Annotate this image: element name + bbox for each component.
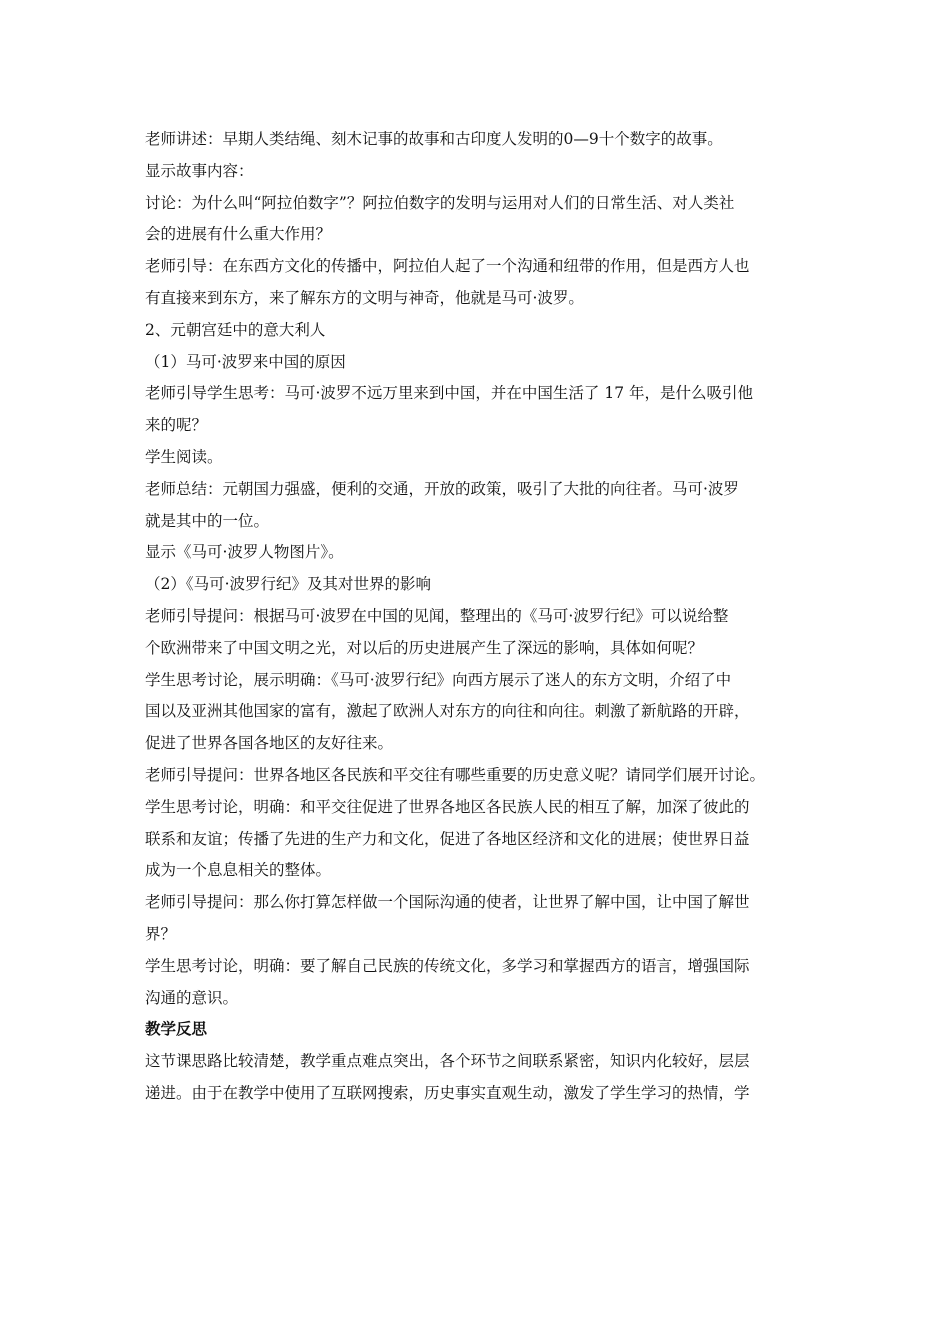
paragraph-line: 老师引导提问：那么你打算怎样做一个国际沟通的使者，让世界了解中国，让中国了解世 xyxy=(145,893,750,912)
subsection-heading: （1）马可·波罗来中国的原因 xyxy=(145,352,346,371)
paragraph-line: 会的进展有什么重大作用？ xyxy=(145,225,332,244)
paragraph-line: 老师引导提问：根据马可·波罗在中国的见闻，整理出的《马可·波罗行纪》可以说给整 xyxy=(145,606,729,625)
paragraph-line: 个欧洲带来了中国文明之光，对以后的历史进展产生了深远的影响，具体如何呢？ xyxy=(145,638,704,657)
paragraph-line: 学生阅读。 xyxy=(145,447,223,466)
reflection-line: 这节课思路比较清楚，教学重点难点突出，各个环节之间联系紧密，知识内化较好，层层 xyxy=(145,1052,750,1071)
paragraph-line: 国以及亚洲其他国家的富有，激起了欧洲人对东方的向往和向往。刺激了新航路的开辟， xyxy=(145,702,750,721)
paragraph-line: 界？ xyxy=(145,924,177,943)
paragraph-line: 成为一个息息相关的整体。 xyxy=(145,861,332,880)
paragraph-line: 沟通的意识。 xyxy=(145,988,239,1007)
paragraph-line: 就是其中的一位。 xyxy=(145,511,270,530)
paragraph-line: 学生思考讨论，展示明确：《马可·波罗行纪》向西方展示了迷人的东方文明，介绍了中 xyxy=(145,670,732,689)
reflection-line: 递进。由于在教学中使用了互联网搜索，历史事实直观生动，激发了学生学习的热情，学 xyxy=(145,1083,750,1102)
paragraph-line: 老师讲述：早期人类结绳、刻木记事的故事和古印度人发明的0—9十个数字的故事。 xyxy=(145,130,723,148)
paragraph-line: 老师总结：元朝国力强盛，便利的交通，开放的政策，吸引了大批的向往者。马可·波罗 xyxy=(145,479,739,498)
document-body xyxy=(145,124,810,1110)
paragraph-line: 联系和友谊；传播了先进的生产力和文化，促进了各地区经济和文化的进展；使世界日益 xyxy=(145,829,750,848)
paragraph-line: 学生思考讨论，明确：和平交往促进了世界各地区各民族人民的相互了解，加深了彼此的 xyxy=(145,797,750,816)
paragraph-line: 来的呢？ xyxy=(145,416,208,435)
paragraph-line: 讨论：为什么叫“阿拉伯数字”？阿拉伯数字的发明与运用对人们的日常生活、对人类社 xyxy=(145,193,735,212)
paragraph-line: 显示故事内容： xyxy=(145,161,254,180)
paragraph-line: 学生思考讨论，明确：要了解自己民族的传统文化，多学习和掌握西方的语言，增强国际 xyxy=(145,956,750,975)
paragraph-line: 老师引导提问：世界各地区各民族和平交往有哪些重要的历史意义呢？请同学们展开讨论。 xyxy=(145,765,766,784)
reflection-heading: 教学反思 xyxy=(145,1020,208,1039)
section-heading: 2、元朝宫廷中的意大利人 xyxy=(145,320,326,339)
paragraph-line: 有直接来到东方，来了解东方的文明与神奇，他就是马可·波罗。 xyxy=(145,288,584,307)
paragraph-line: 老师引导学生思考：马可·波罗不远万里来到中国，并在中国生活了 17 年，是什么吸引他 xyxy=(145,384,754,403)
subsection-heading: （2）《马可·波罗行纪》及其对世界的影响 xyxy=(145,575,432,594)
paragraph-line: 老师引导：在东西方文化的传播中，阿拉伯人起了一个沟通和纽带的作用，但是西方人也 xyxy=(145,257,750,276)
paragraph-line: 显示《马可·波罗人物图片》。 xyxy=(145,543,344,562)
paragraph-line: 促进了世界各国各地区的友好往来。 xyxy=(145,734,394,753)
